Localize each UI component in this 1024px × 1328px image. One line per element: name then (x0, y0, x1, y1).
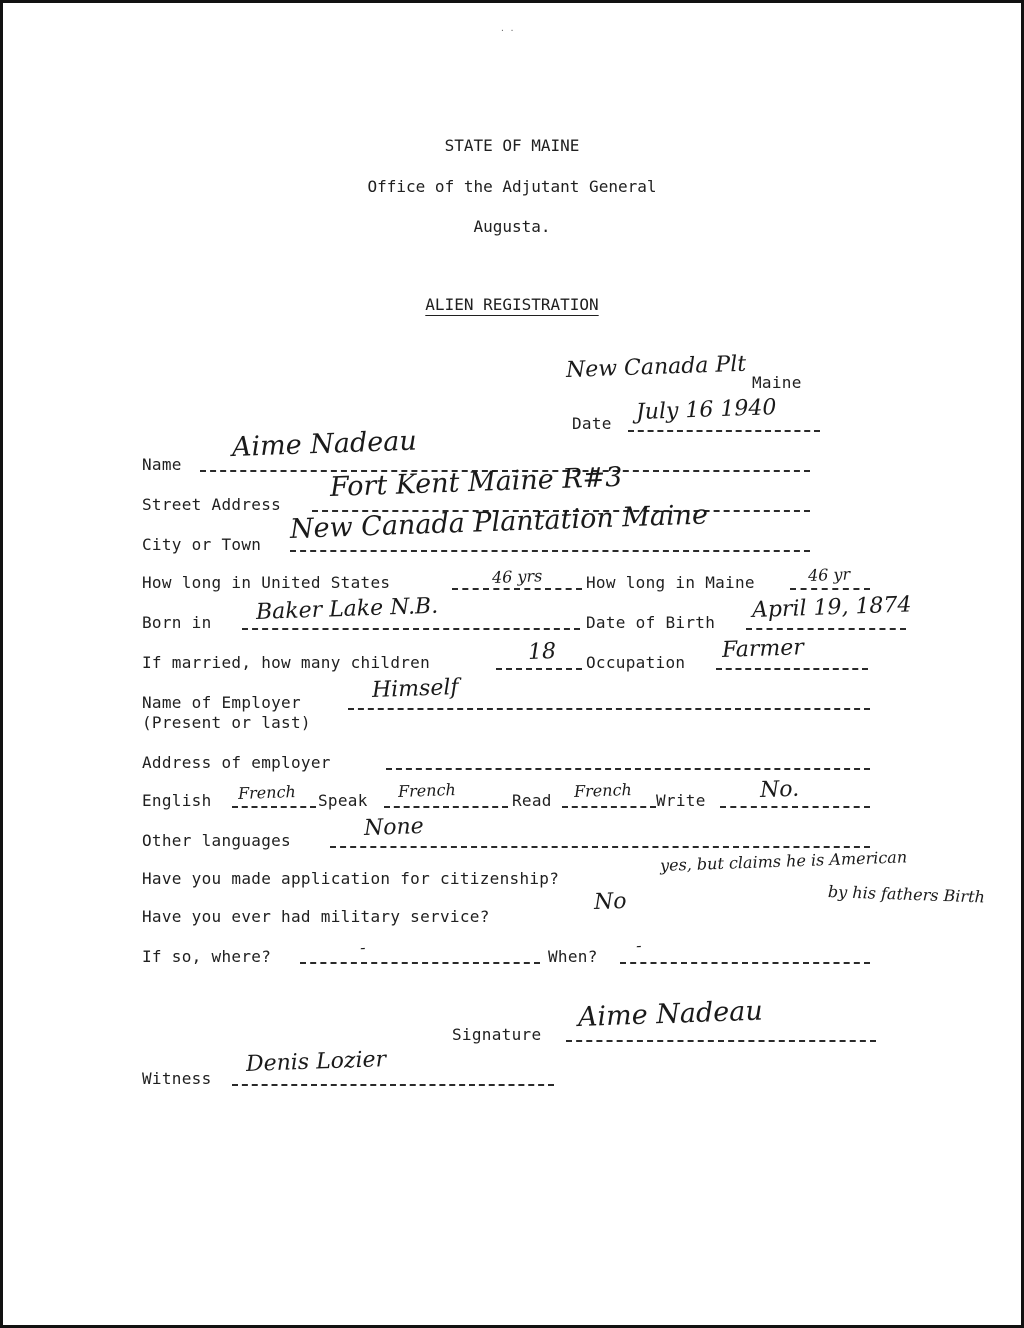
label-street: Street Address (142, 495, 282, 514)
entry-military: No (593, 888, 627, 915)
entry-where: - (359, 937, 366, 957)
label-military: Have you ever had military service? (142, 907, 490, 926)
label-if-married: If married, how many children (142, 653, 431, 672)
where-line (300, 962, 540, 964)
entry-name: Aime Nadeau (231, 425, 418, 463)
entry-date: July 16 1940 (635, 395, 777, 425)
read-line (562, 806, 656, 808)
born-in-line (242, 628, 580, 630)
entry-occupation: Farmer (721, 635, 805, 663)
city-line (290, 550, 810, 552)
entry-when: - (635, 935, 642, 955)
label-if-so-where: If so, where? (142, 947, 272, 966)
date-line (628, 430, 820, 432)
entry-citizenship-1: yes, but claims he is American (659, 847, 908, 875)
entry-date-of-birth: April 19, 1874 (751, 592, 912, 623)
label-how-long-maine: How long in Maine (586, 573, 755, 592)
address-employer-line (386, 768, 870, 770)
header-state: STATE OF MAINE (444, 136, 580, 155)
label-signature: Signature (452, 1025, 542, 1044)
label-read: Read (512, 791, 552, 810)
speak-line (384, 806, 508, 808)
witness-line (232, 1084, 554, 1086)
label-english: English (142, 791, 212, 810)
entry-how-long-us: 46 yrs (491, 566, 543, 587)
label-employer-note: (Present or last) (142, 713, 311, 732)
scan-specks: . . (500, 24, 515, 33)
label-write: Write (656, 791, 706, 810)
entry-signature: Aime Nadeau (577, 995, 764, 1033)
dob-line (746, 628, 906, 630)
header-city: Augusta. (473, 217, 551, 236)
entry-other-languages: None (363, 813, 425, 841)
label-other-languages: Other languages (142, 831, 291, 850)
children-line (496, 668, 582, 670)
label-name: Name (142, 455, 182, 474)
label-witness: Witness (142, 1069, 212, 1088)
entry-street: Fort Kent Maine R#3 (329, 461, 623, 503)
label-citizenship: Have you made application for citizenship? (142, 869, 560, 888)
label-date: Date (572, 414, 612, 433)
entry-read: French (573, 779, 633, 801)
entry-how-long-maine: 46 yr (807, 564, 851, 585)
entry-english: French (237, 781, 297, 803)
occupation-line (716, 668, 868, 670)
label-how-long-us: How long in United States (142, 573, 391, 592)
label-date-of-birth: Date of Birth (586, 613, 716, 632)
signature-line (566, 1040, 876, 1042)
entry-city: New Canada Plantation Maine (289, 499, 709, 545)
entry-born-in: Baker Lake N.B. (255, 593, 439, 625)
entry-place: New Canada Plt (565, 351, 747, 383)
label-address-employer: Address of employer (142, 753, 331, 772)
label-city: City or Town (142, 535, 262, 554)
label-born-in: Born in (142, 613, 212, 632)
how-long-maine-line (790, 588, 870, 590)
label-speak: Speak (318, 791, 368, 810)
when-line (620, 962, 870, 964)
entry-employer: Himself (371, 674, 459, 703)
label-occupation: Occupation (586, 653, 686, 672)
label-employer: Name of Employer (142, 693, 301, 712)
write-line (720, 806, 870, 808)
entry-speak: French (397, 779, 457, 801)
entry-write: No. (759, 776, 800, 803)
entry-witness: Denis Lozier (245, 1047, 387, 1077)
employer-line (348, 708, 870, 710)
label-when: When? (548, 947, 598, 966)
how-long-us-line (452, 588, 582, 590)
label-maine: Maine (752, 373, 802, 392)
entry-children: 18 (527, 639, 557, 665)
english-line (232, 806, 316, 808)
other-languages-line (330, 846, 870, 848)
form-title: ALIEN REGISTRATION (425, 295, 599, 314)
header-office: Office of the Adjutant General (367, 177, 657, 196)
entry-citizenship-2: by his fathers Birth (827, 882, 986, 907)
